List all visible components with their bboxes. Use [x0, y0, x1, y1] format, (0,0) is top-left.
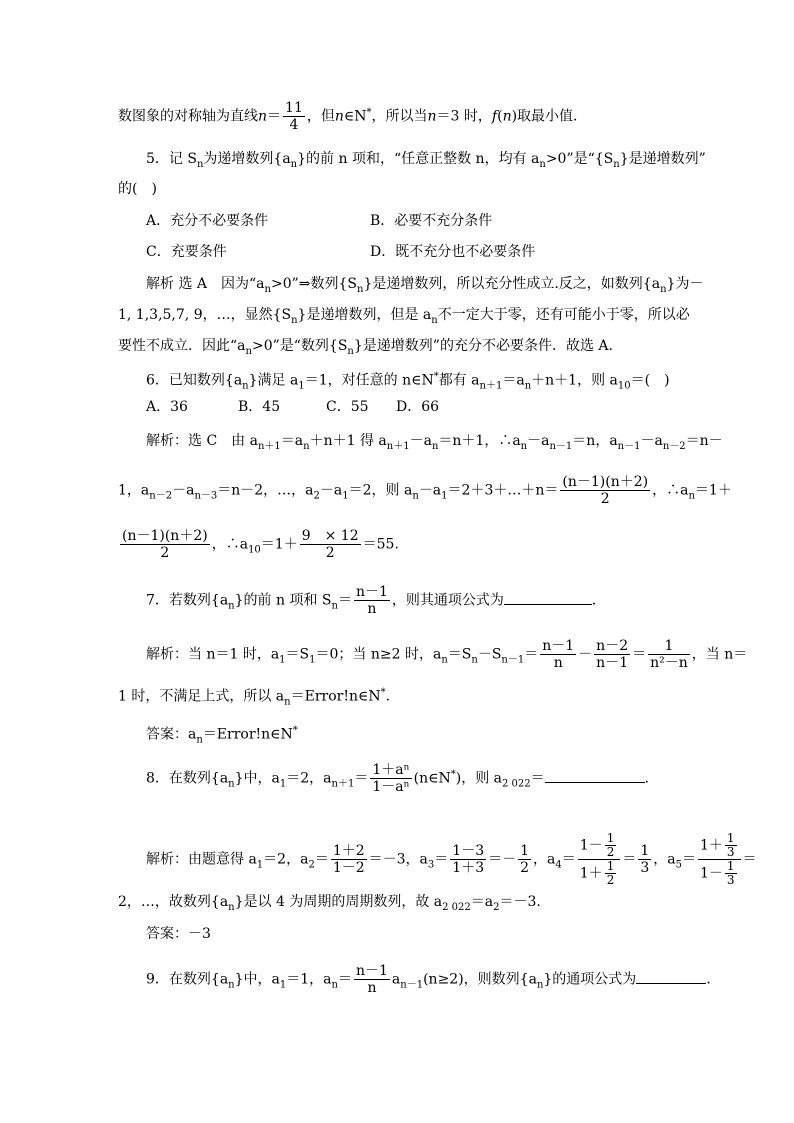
- q8-answer: 答案：－3: [146, 926, 211, 942]
- q5-option-d: D．既不充分也不必要条件: [370, 244, 536, 260]
- q5-solution-line-2: 1, 1,3,5,7, 9，…，显然$\{S_n\}$是递增数列，但是 $a_n$不一定大于零，还有可能小于零，所以必: [118, 307, 690, 326]
- q7-answer-blank: [504, 590, 592, 605]
- q6-solution-line-1: 解析：选 C 由 $a_{n+1}=a_n+n+1$ 得 $a_{n+1}-a_n=n+1$，$\therefore a_n-a_{n-1}=n$，$a_{n-1}-a_{n-2}=n-$: [146, 433, 723, 452]
- q6-option-a: A．36: [146, 399, 188, 415]
- q8-solution-line-1: 解析：由题意得 $a_1=2$，$a_2=$ $\frac{1+2}{1-2}$ ＝－3，$a_3=$ $\frac{1-3}{1+3}$ ＝－ $\frac{1}{2}$ ，$a_4=$ 1－ $\frac{1}{2}$ 1＋ $\frac{1}{2}$ ＝ $\frac{1}{3}$ ，$a_5=$ 1＋ $\frac{1}{3}$ 1－ $\frac{1}{3}$ ＝: [146, 831, 757, 887]
- q9-answer-blank: [636, 969, 706, 984]
- q5-option-b: B．必要不充分条件: [370, 213, 493, 229]
- q5-option-a: A．充分不必要条件: [146, 213, 269, 229]
- q6-option-d: D．66: [396, 399, 440, 415]
- question-5-cont: 的( ): [118, 181, 157, 197]
- q6-option-c: C．55: [326, 399, 369, 415]
- question-9: 9．在数列$\{a_n\}$中，$a_1=1$，$a_n=$ $\frac{n-1}{n}$ $a_{n-1}(n\ge 2)$，则数列$\{a_n\}$的通项公式为 ．: [146, 963, 721, 996]
- question-8: 8．在数列$\{a_n\}$中，$a_1=2$，$a_{n+1}=$ $\frac{\text{1＋aⁿ}}{\text{1－aⁿ}}$ (n∈N*)，则 $a_{2 022}=$ ．: [146, 762, 659, 795]
- text-line-symmetry-axis: 数图象的对称轴为直线n＝ $\frac{11}{4}$ ，但n∈N*，所以当n＝3 时，f(n)取最小值．: [118, 100, 588, 133]
- q7-solution-line-1: 解析：当 n＝1 时，$a_1=S_1=0$；当 n≥2 时，$a_n=S_n-S_{n-1}=$ $\frac{n-1}{n}$ － $\frac{n-2}{n-1}$ ＝ $\frac{1}{\text{n²－n}}$ ，当 n＝: [146, 638, 748, 671]
- q7-answer: 答案：$a_n=Error!n\in N^*$: [146, 725, 298, 746]
- q6-solution-line-2: 1，$a_{n-2}-a_{n-3}=n-2$，…，$a_2-a_1=2$，则 $a_n-a_1=2+3+\dots+n=$ $\frac{(n-1)(n+2)}{2}$ ，$\therefore a_n=1+$: [118, 474, 732, 507]
- q6-option-b: B．45: [238, 399, 281, 415]
- question-5: 5．记 $S_n$为递增数列$\{a_n\}$的前 n 项和，“任意正整数 n，均有 $a_n>0$”是“$\{S_n\}$是递增数列”: [146, 151, 706, 170]
- q8-solution-line-2: 2，…，故数列$\{a_n\}$是以 4 为周期的周期数列，故 $a_{2 022}=a_2=-3$.: [118, 894, 541, 913]
- question-7: 7．若数列$\{a_n\}$的前 n 项和 $S_n=$ $\frac{n-1}{n}$ ，则其通项公式为 ．: [146, 584, 606, 617]
- q6-solution-line-3: $\frac{(n-1)(n+2)}{2}$ ，$\therefore a_{10}=1+$ $\frac{9 \times 12}{2}$ ＝55.: [122, 528, 399, 561]
- q5-option-c: C．充要条件: [146, 244, 227, 260]
- q8-answer-blank: [545, 768, 645, 783]
- q5-solution-line-3: 要性不成立．因此“$a_n>0$”是“数列$\{S_n\}$是递增数列”的充分不必要条件．故选 A.: [118, 338, 613, 357]
- q7-solution-line-2: 1 时，不满足上式，所以 $a_n=Error!n\in N^*$.: [118, 687, 391, 708]
- q5-solution-line-1: 解析 选 A 因为“$a_n>0”\Rightarrow$数列$\{S_n\}$是递增数列，所以充分性成立.反之，如数列$\{a_n\}$为－: [146, 276, 704, 295]
- question-6: 6．已知数列$\{a_n\}$满足 $a_1=1$，对任意的 n∈N*都有 $a_{n+1}=a_n+n+1$，则 $a_{10}=$( ): [146, 371, 670, 392]
